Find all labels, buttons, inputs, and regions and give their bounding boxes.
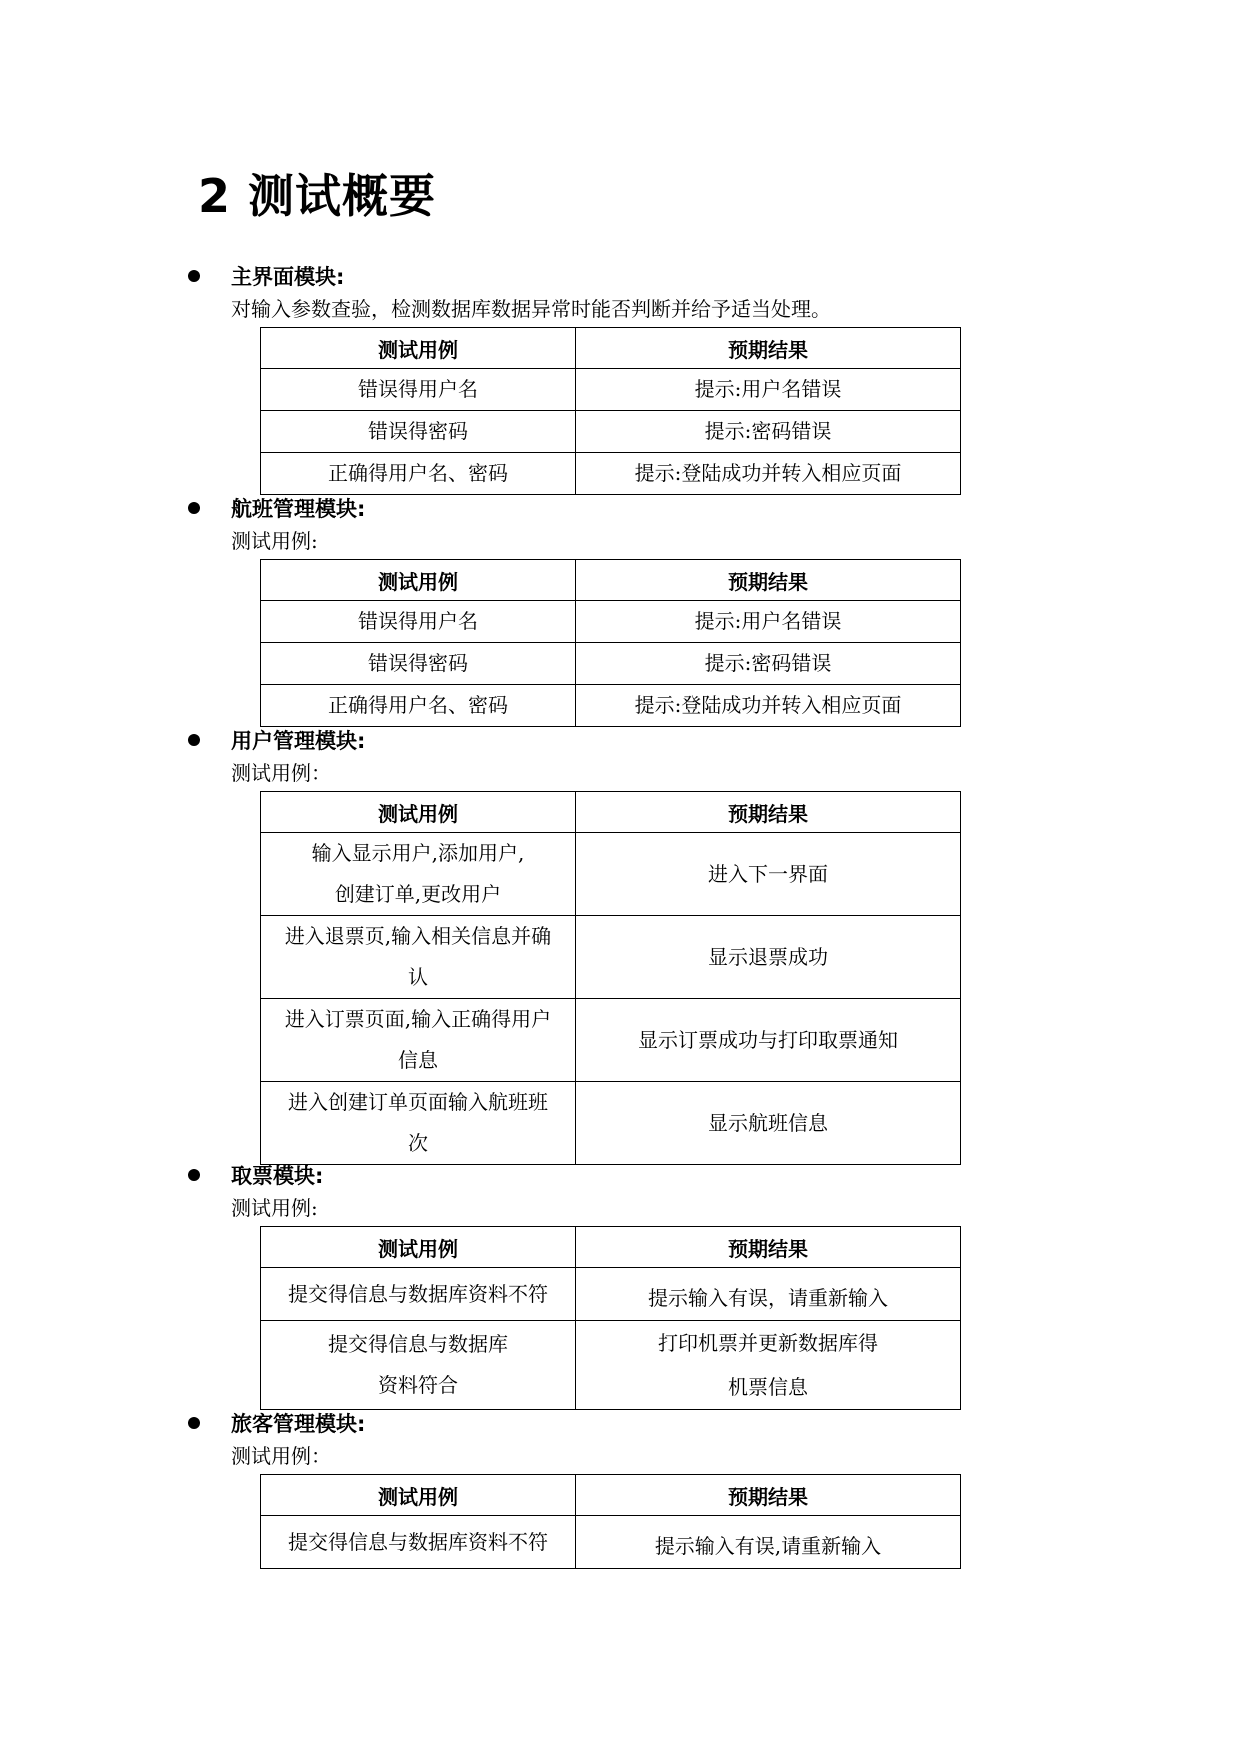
table-row [261,411,961,453]
expected-cell: 进入下一界面 [576,833,961,916]
expected-cell: 显示航班信息 [576,1082,961,1165]
case-line: 进入创建订单页面输入航班班 [288,1090,548,1114]
bullet-icon [188,502,200,514]
header-expected: 预期结果 [576,792,961,833]
header-expected: 预期结果 [576,560,961,601]
table-header-row [261,792,961,833]
bullet-icon [188,270,200,282]
expected-cell: 提示输入有误,请重新输入 [576,1516,961,1569]
test-case-table [260,327,961,495]
header-case: 测试用例 [261,560,576,601]
section-heading: 旅客管理模块: [231,1412,366,1436]
case-cell: 提交得信息与数据库资料不符 [261,1516,576,1569]
case-cell [261,1321,576,1410]
section-heading: 取票模块: [231,1164,324,1188]
table-row [261,999,961,1082]
test-case-table [260,791,961,1165]
section-description: 测试用例: [231,1196,318,1220]
case-cell: 错误得用户名 [261,369,576,411]
case-line: 进入订票页面,输入正确得用户 [284,1007,552,1031]
expected-cell: 显示退票成功 [576,916,961,999]
header-case: 测试用例 [261,1227,576,1268]
expected-cell: 提示:用户名错误 [576,601,961,643]
section-description: 测试用例： [231,761,331,785]
table-row [261,643,961,685]
header-case: 测试用例 [261,1475,576,1516]
expected-cell: 显示订票成功与打印取票通知 [576,999,961,1082]
table-row [261,916,961,999]
section-description: 测试用例： [231,1444,331,1468]
case-line: 认 [408,965,428,989]
table-row [261,1321,961,1410]
case-cell: 正确得用户名、密码 [261,685,576,727]
case-cell [261,1082,576,1165]
table-row [261,453,961,495]
bullet-icon [188,1417,200,1429]
test-case-table [260,559,961,727]
header-case: 测试用例 [261,792,576,833]
header-expected: 预期结果 [576,1227,961,1268]
table-row [261,1082,961,1165]
table-row [261,685,961,727]
case-line: 资料符合 [378,1373,458,1397]
case-cell: 正确得用户名、密码 [261,453,576,495]
table-row [261,601,961,643]
expected-cell: 提示:用户名错误 [576,369,961,411]
case-line: 创建订单,更改用户 [334,882,502,906]
table-header-row [261,1227,961,1268]
case-cell: 错误得密码 [261,643,576,685]
table-row [261,369,961,411]
section-heading: 主界面模块: [231,265,345,289]
case-line: 信息 [398,1048,438,1072]
page-title: 2 测试概要 [198,169,437,223]
expected-line: 机票信息 [728,1375,808,1399]
table-header-row [261,560,961,601]
case-cell [261,833,576,916]
expected-cell: 提示输入有误，请重新输入 [576,1268,961,1321]
expected-cell: 提示:密码错误 [576,643,961,685]
section-description: 对输入参数查验，检测数据库数据异常时能否判断并给予适当处理。 [231,297,831,321]
case-cell: 错误得用户名 [261,601,576,643]
case-cell: 错误得密码 [261,411,576,453]
test-case-table [260,1474,961,1569]
case-cell [261,916,576,999]
table-row [261,1268,961,1321]
section-heading: 用户管理模块: [231,729,366,753]
case-line: 次 [408,1131,428,1155]
case-cell [261,999,576,1082]
table-header-row [261,1475,961,1516]
table-header-row [261,328,961,369]
table-row [261,1516,961,1569]
case-line: 输入显示用户,添加用户, [311,841,525,865]
test-case-table [260,1226,961,1410]
case-cell: 提交得信息与数据库资料不符 [261,1268,576,1321]
header-expected: 预期结果 [576,328,961,369]
case-line: 提交得信息与数据库 [328,1332,508,1356]
expected-cell: 提示:登陆成功并转入相应页面 [576,453,961,495]
case-line: 进入退票页,输入相关信息并确 [284,924,552,948]
expected-cell [576,1321,961,1410]
bullet-icon [188,1169,200,1181]
expected-cell: 提示:密码错误 [576,411,961,453]
section-description: 测试用例: [231,529,318,553]
section-heading: 航班管理模块: [231,497,366,521]
header-expected: 预期结果 [576,1475,961,1516]
expected-cell: 提示:登陆成功并转入相应页面 [576,685,961,727]
bullet-icon [188,734,200,746]
table-row [261,833,961,916]
expected-line: 打印机票并更新数据库得 [658,1331,878,1355]
header-case: 测试用例 [261,328,576,369]
